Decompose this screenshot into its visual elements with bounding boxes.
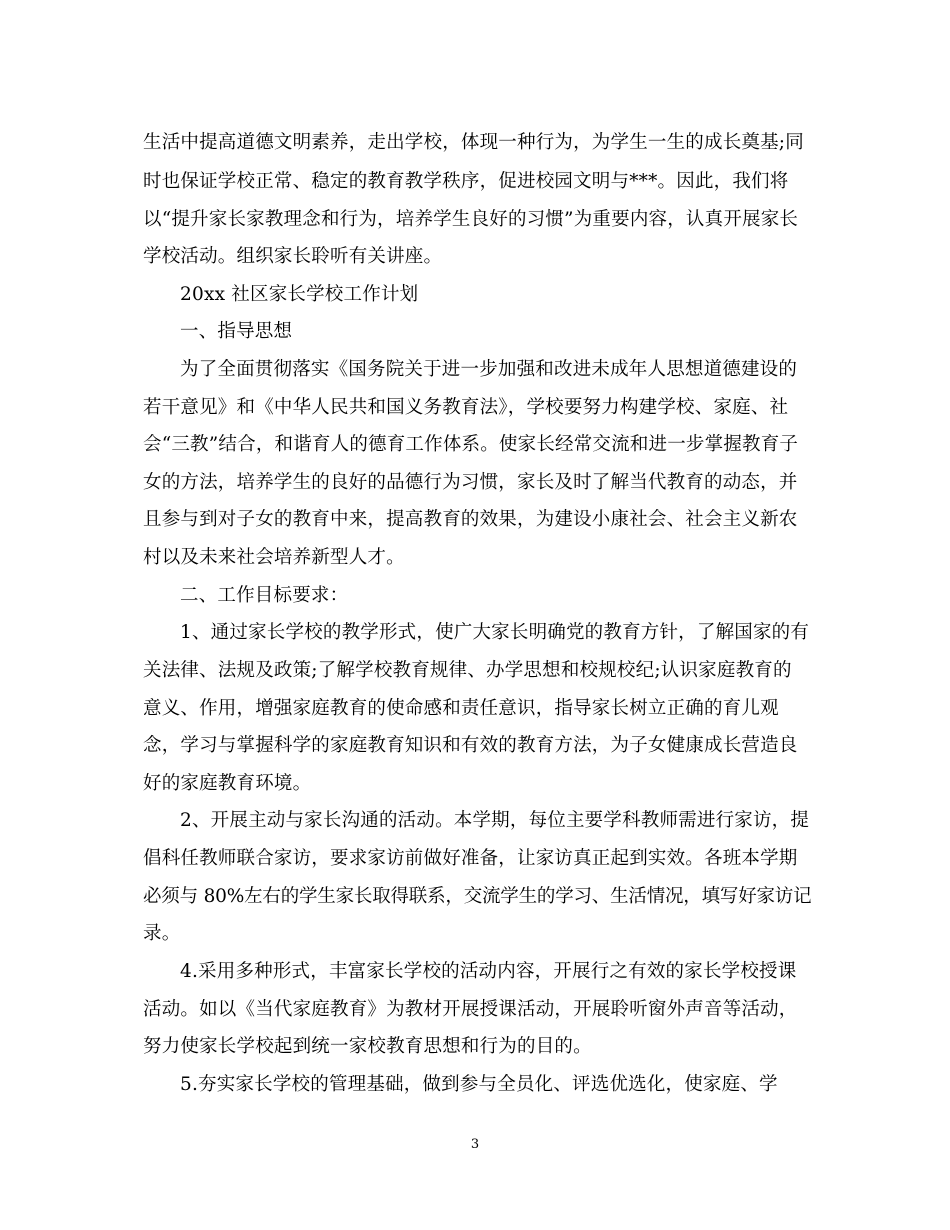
text-line: 以“提升家长家教理念和行为，培养学生良好的习惯”为重要内容，认真开展家长 — [143, 209, 799, 230]
text-line: 5.夯实家长学校的管理基础，做到参与全员化、评选优选化，使家庭、学 — [180, 1074, 778, 1095]
text-line: 努力使家长学校起到统一家校教育思想和行为的目的。 — [143, 1036, 592, 1057]
text-line: 为了全面贯彻落实《国务院关于进一步加强和改进未成年人思想道德建设的 — [180, 359, 798, 380]
text-line: 村以及未来社会培养新型人才。 — [143, 547, 405, 568]
section-heading: 二、工作目标要求： — [180, 585, 349, 606]
text-line: 活动。如以《当代家庭教育》为教材开展授课活动，开展聆听窗外声音等活动， — [143, 999, 798, 1020]
text-line: 女的方法，培养学生的良好的品德行为习惯，家长及时了解当代教育的动态，并 — [143, 472, 798, 493]
text-line: 意义、作用，增强家庭教育的使命感和责任意识，指导家长树立正确的育儿观 — [143, 698, 779, 719]
text-line: 若干意见》和《中华人民共和国义务教育法》，学校要努力构建学校、家庭、社 — [143, 397, 789, 418]
text-line: 1、通过家长学校的教学形式，使广大家长明确党的教育方针，了解国家的有 — [180, 622, 810, 643]
text-line: 2、开展主动与家长沟通的活动。本学期，每位主要学科教师需进行家访，提 — [180, 810, 810, 831]
page-number: 3 — [470, 1137, 480, 1152]
text-line: 时也保证学校正常、稳定的教育教学秩序，促进校园文明与***。因此，我们将 — [143, 171, 789, 192]
text-line: 录。 — [143, 923, 181, 944]
text-line: 会“三教”结合，和谐育人的德育工作体系。使家长经常交流和进一步掌握教育子 — [143, 434, 799, 455]
text-line: 4.采用多种形式，丰富家长学校的活动内容，开展行之有效的家长学校授课 — [180, 961, 797, 982]
text-line: 必须与 80%左右的学生家长取得联系，交流学生的学习、生活情况，填写好家访记 — [143, 886, 812, 907]
section-heading: 一、指导思想 — [180, 321, 293, 342]
text-line: 念，学习与掌握科学的家庭教育知识和有效的教育方法，为子女健康成长营造良 — [143, 735, 798, 756]
text-line: 学校活动。组织家长聆听有关讲座。 — [143, 246, 443, 267]
text-line: 生活中提高道德文明素养，走出学校，体现一种行为，为学生一生的成长奠基;同 — [143, 132, 804, 153]
text-line: 倡科任教师联合家访，要求家访前做好准备，让家访真正起到实效。各班本学期 — [143, 848, 798, 869]
section-title: 20xx 社区家长学校工作计划 — [180, 284, 419, 305]
text-line: 且参与到对子女的教育中来，提高教育的效果，为建设小康社会、社会主义新农 — [143, 509, 798, 530]
text-line: 好的家庭教育环境。 — [143, 773, 312, 794]
text-line: 关法律、法规及政策;了解学校教育规律、办学思想和校规校纪;认识家庭教育的 — [143, 660, 792, 681]
